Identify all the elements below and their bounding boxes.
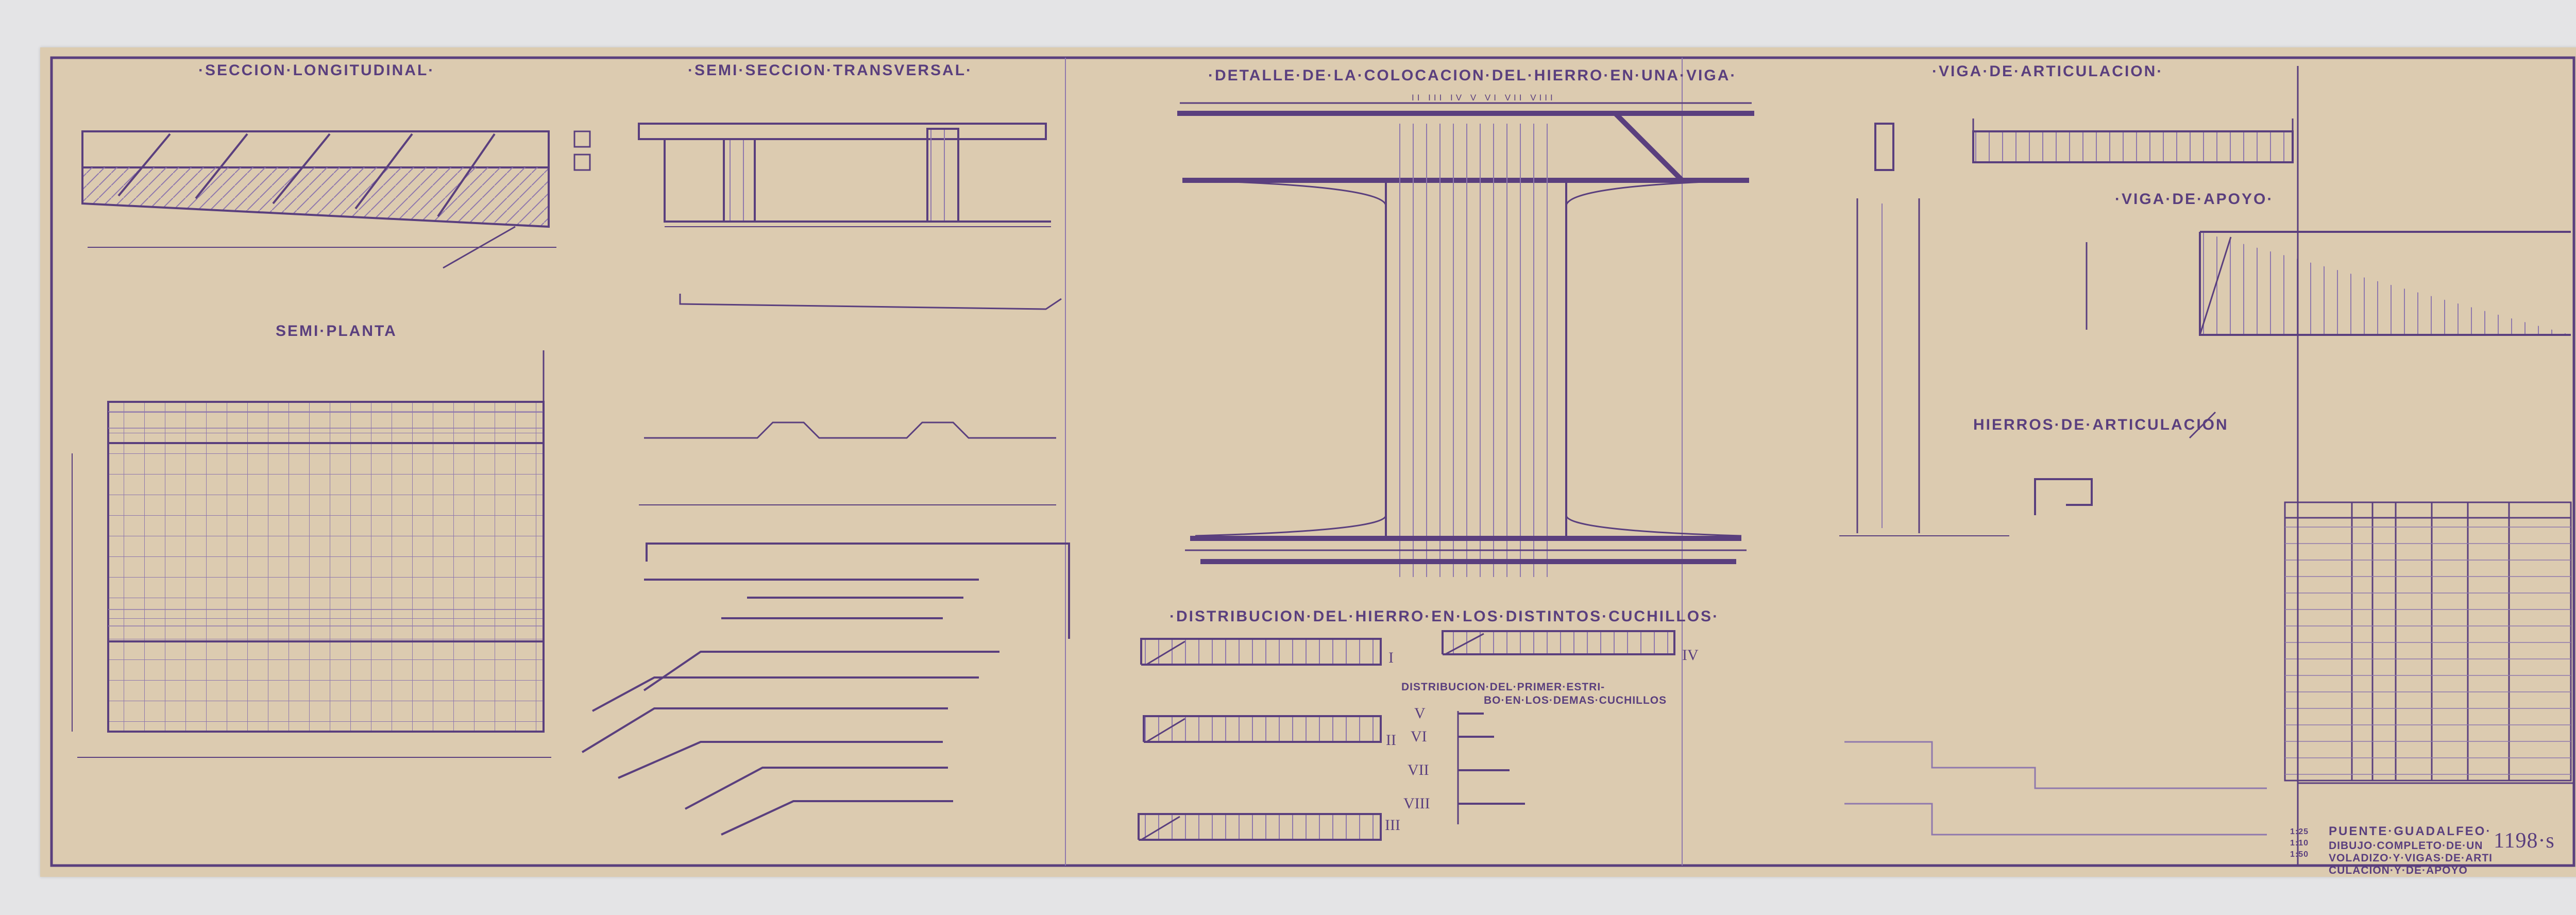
cuchillo-label-i: I [1388,649,1394,666]
title-semi-planta: SEMI·PLANTA [276,323,397,340]
title-block-line2: VOLADIZO·Y·VIGAS·DE·ARTI [2329,852,2493,864]
semi-seccion-transversal-drawing [639,124,1061,505]
semi-planta-drawing [72,350,551,757]
beam-detail-drawing [1177,103,1754,577]
cuchillo-label-vi: VI [1411,728,1427,745]
title-block-line3: CULACION·Y·DE·APOYO [2329,865,2468,876]
faint-structure [1844,742,2267,835]
seccion-longitudinal-drawing [82,131,590,268]
cuchillo-label-v: V [1414,705,1426,722]
title-block-line1: DIBUJO·COMPLETO·DE·UN [2329,840,2483,852]
title-block-scale1: 1:25 [2290,827,2309,836]
cuchillo-label-vii: VII [1408,761,1429,778]
title-semi-seccion-transversal: ·SEMI·SECCION·TRANSVERSAL· [688,62,973,79]
title-distribucion-cuchillos: ·DISTRIBUCION·DEL·HIERRO·EN·LOS·DISTINTOS·CUCHILLOS· [1170,608,1720,625]
cuchillo-label-ii: II [1386,732,1396,749]
cuchillo-label-viii: VIII [1403,795,1430,812]
title-block-scale3: 1:50 [2290,850,2309,859]
distribucion-primer-estribo-line1: DISTRIBUCION·DEL·PRIMER·ESTRI- [1401,681,1605,693]
steel-table [2285,502,2571,781]
rebar-diagrams [582,544,1069,835]
beam-column-numbers: II III IV V VI VII VIII [1412,93,1556,103]
title-seccion-longitudinal: ·SECCION·LONGITUDINAL· [198,62,435,79]
title-block-scale2: 1:10 [2290,839,2309,848]
viga-apoyo-drawing [2087,232,2571,438]
title-viga-apoyo: ·VIGA·DE·APOYO· [2115,191,2274,208]
distribucion-primer-estribo-line2: BO·EN·LOS·DEMAS·CUCHILLOS [1484,694,1667,706]
title-viga-articulacion: ·VIGA·DE·ARTICULACION· [1932,63,2164,80]
cuchillo-label-iv: IV [1682,647,1699,664]
title-hierros-articulacion: HIERROS·DE·ARTICULACION [1973,416,2229,433]
cuchillo-label-iii: III [1385,817,1400,834]
sheet-number: 1198·s [2494,829,2555,853]
title-detalle-colocacion: ·DETALLE·DE·LA·COLOCACION·DEL·HIERRO·EN·UNA·VIGA· [1208,67,1737,84]
title-block-project: PUENTE·GUADALFEO· [2329,824,2492,838]
